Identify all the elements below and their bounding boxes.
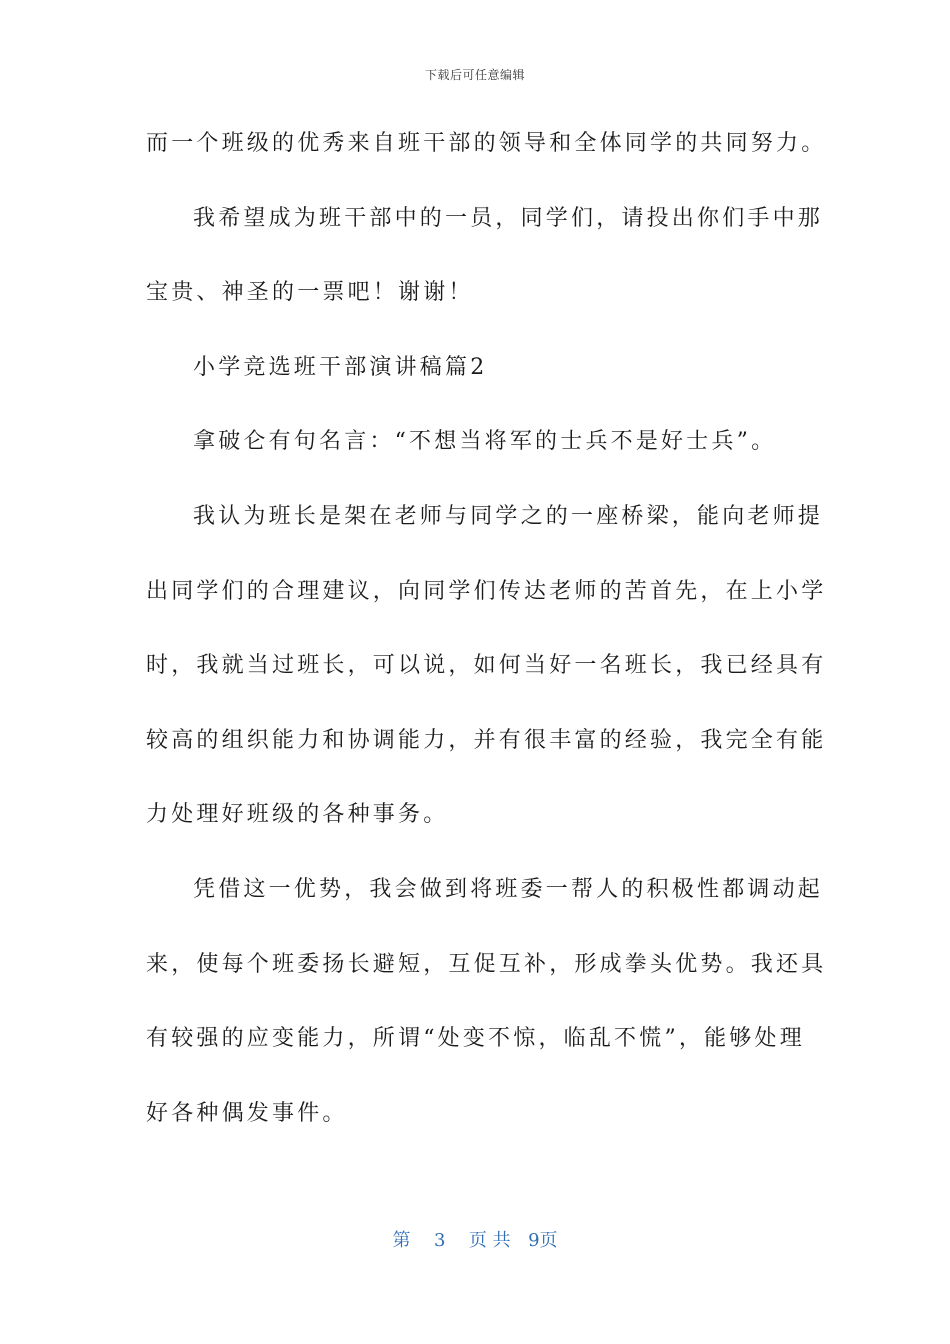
body-text bbox=[146, 124, 827, 1168]
text-line-1: 而一个班级的优秀来自班干部的领导和全体同学的共同努力。 bbox=[146, 131, 827, 156]
page-footer bbox=[0, 1226, 950, 1252]
text-line-5: 拿破仑有句名言：“不想当将军的士兵不是好士兵”。 bbox=[193, 429, 777, 455]
text-line-3: 宝贵、神圣的一票吧！谢谢！ bbox=[146, 280, 474, 306]
page-header: 下载后可任意编辑 bbox=[424, 68, 525, 82]
footer-middle: 页 共 bbox=[468, 1230, 511, 1251]
footer-current-page: 3 bbox=[433, 1230, 446, 1251]
text-line-13: 有较强的应变能力，所谓“处变不惊，临乱不慌”，能够处理 bbox=[146, 1026, 805, 1052]
text-line-8: 时，我就当过班长，可以说，如何当好一名班长，我已经具有 bbox=[146, 653, 827, 679]
text-line-11: 凭借这一优势，我会做到将班委一帮人的积极性都调动起 bbox=[193, 876, 824, 902]
text-line-10: 力处理好班级的各种事务。 bbox=[146, 802, 449, 828]
section-heading: 小学竞选班干部演讲稿篇2 bbox=[193, 354, 488, 380]
text-line-12: 来，使每个班委扬长避短，互促互补，形成拳头优势。我还具 bbox=[146, 951, 827, 977]
footer-prefix: 第 bbox=[392, 1230, 411, 1251]
text-line-2: 我希望成为班干部中的一员，同学们，请投出你们手中那 bbox=[193, 205, 824, 231]
footer-total-pages: 9页 bbox=[528, 1230, 558, 1251]
text-line-9: 较高的组织能力和协调能力，并有很丰富的经验，我完全有能 bbox=[146, 727, 827, 753]
text-line-6: 我认为班长是架在老师与同学之的一座桥梁，能向老师提 bbox=[193, 503, 824, 529]
text-line-7: 出同学们的合理建议，向同学们传达老师的苦首先，在上小学 bbox=[146, 578, 827, 604]
text-line-14: 好各种偶发事件。 bbox=[146, 1100, 348, 1126]
